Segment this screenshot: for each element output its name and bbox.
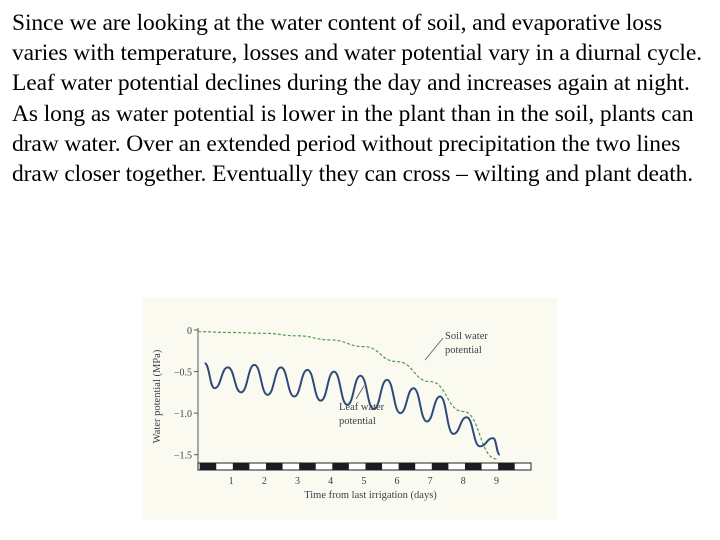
x-tick-label: 7 bbox=[427, 476, 433, 487]
night-block bbox=[233, 463, 250, 470]
y-tick-label: −1.0 bbox=[173, 409, 192, 421]
y-tick-label: 0 bbox=[187, 326, 192, 337]
soil-label-line1: Soil water bbox=[445, 331, 488, 342]
leaf-label-leader bbox=[356, 386, 364, 399]
night-block bbox=[465, 463, 482, 470]
x-tick-label: 2 bbox=[261, 476, 267, 487]
y-tick-label: −0.5 bbox=[173, 367, 192, 379]
night-block bbox=[299, 463, 316, 470]
night-block bbox=[332, 463, 349, 470]
soil-label-leader bbox=[425, 338, 443, 360]
soil-label-line2: potential bbox=[445, 345, 482, 356]
x-tick-label: 8 bbox=[460, 476, 466, 487]
x-axis-title: Time from last irrigation (days) bbox=[304, 490, 437, 501]
x-tick-label: 5 bbox=[361, 476, 367, 487]
x-tick-label: 1 bbox=[228, 476, 234, 487]
night-block bbox=[498, 463, 515, 470]
x-tick-label: 4 bbox=[328, 476, 334, 487]
night-block bbox=[399, 463, 416, 470]
night-block bbox=[200, 463, 217, 470]
chart-labels bbox=[152, 331, 488, 501]
night-block bbox=[365, 463, 382, 470]
y-tick-label: −1.5 bbox=[173, 450, 192, 462]
night-block bbox=[432, 463, 449, 470]
x-tick-label: 6 bbox=[394, 476, 400, 487]
x-tick-label: 3 bbox=[294, 476, 300, 487]
night-block bbox=[266, 463, 283, 470]
leaf-label-line2: potential bbox=[339, 416, 376, 427]
water-potential-figure bbox=[143, 298, 557, 520]
water-potential-chart bbox=[143, 298, 557, 520]
leaf-label-line1: Leaf water bbox=[339, 402, 385, 413]
x-tick-label: 9 bbox=[493, 476, 499, 487]
y-axis-title: Water potential (MPa) bbox=[152, 349, 163, 444]
body-paragraph: Since we are looking at the water content of soil, and evaporative loss varies with temperature, losses and water potential vary in a diurnal cycle. Leaf water potential declines during the day and increases again at night. As long as water potential is lower in the plant than in the soil, plants can draw water. Over an extended period without precipitation the two lines draw closer together. Eventually they can cross – wilting and plant death. bbox=[12, 10, 702, 188]
